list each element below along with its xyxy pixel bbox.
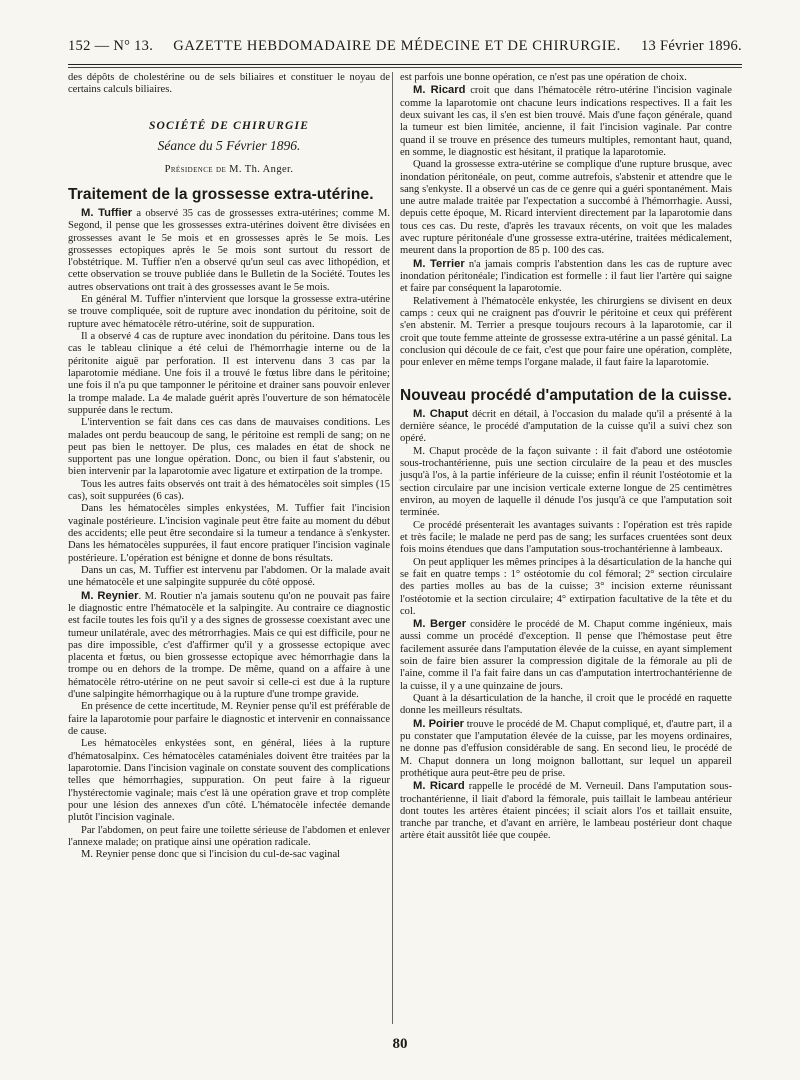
paragraph-reynier — [68, 590, 390, 702]
paragraph-poirier — [400, 718, 732, 781]
paragraph-text: . M. Routier n'a jamais soutenu qu'on ne pouvait pas faire le diagnostic entre l'hématocèle et la salpingite. Au contraire ce diagnostic est facile toutes les fois qu'il y a des signes de grossesse coexistant avec une tumeur unilatérale, avec des métrorrhagies. Mais ce qui est difficile, pour ne pas dire impossible, c'est d'affirmer qu'il y a grossesse ectopique avec placenta et fœtus, ou bien grossesse ectopique avec hémorrhagie dans la trompe ou en dehors de la trompe. De même, quand on a affaire à une hématocèle rétro-utérine on ne peut savoir si celle-ci est due à la rupture d'une salpingite hémorrhagique ou à la rupture d'une trompe gravide. — [68, 590, 390, 701]
speaker-name: M. Ricard — [413, 84, 466, 97]
paragraph: M. Chaput procède de la façon suivante : il fait d'abord une ostéotomie sous-trochantérienne, puis une section circulaire de la peau et des muscles jusqu'à l'os, à la partie inférieure de la cuisse; enfin il réunit l'ostéotomie et la section circulaire par une incision verticale externe longue de 25 centimètres environ, au moyen de laquelle il dénude l'os jusqu'à ce que l'amputation soit terminée. — [400, 445, 732, 519]
column-divider — [392, 72, 393, 1024]
speaker-name: M. Chaput — [413, 407, 469, 420]
issue-date: 13 Février 1896. — [640, 38, 742, 54]
header-rule — [68, 64, 742, 65]
paragraph: On peut appliquer les mêmes principes à la désarticulation de la hanche qui se fait en quatre temps : 1° ostéotomie du col fémoral; 2° section circulaire des parties molles au bas de la cuisse; 3° incision externe réunissant l'ostéotomie et la section circulaire; 4° extirpation facultative de la tête et du col. — [400, 556, 732, 617]
speaker-name: M. Reynier — [81, 589, 139, 602]
paragraph-text: n'a jamais compris l'abstention dans les cas de rupture avec inondation péritonéale; l'indication est formelle : il faut lier l'artère qui saigne et faire par conséquent la laparotomie. — [400, 258, 732, 295]
page-number: 152 — [68, 38, 91, 54]
session-date: Séance du 5 Février 1896. — [157, 137, 301, 153]
paragraph: Ce procédé présenterait les avantages suivants : l'opération est très rapide et très facile; le malade ne perd pas de sang; les surfaces cruentées sont deux fois moins étendues que dans l'amputation sous-trochantérienne à lambeaux. — [400, 519, 732, 556]
paragraph-text: rappelle le procédé de M. Verneuil. Dans l'amputation sous-trochantérienne, il liait d'abord la fémorale, puis taillait le lambeau antérieur dont toutes les artères étaient pincées; il sciait alors l'os et taillait ensuite, tranche par tranche, et d'avant en arrière, le lambeau postérieur dont chaque artère était aussitôt liée que coupée. — [400, 781, 732, 842]
page-number-issue — [68, 38, 153, 55]
right-column — [400, 72, 732, 843]
society-title: SOCIÉTÉ DE CHIRURGIE — [148, 119, 310, 132]
header-rule-thin — [68, 67, 742, 68]
paragraph-terrier — [400, 258, 732, 296]
paragraph: L'intervention se fait dans ces cas dans de mauvaises conditions. Les malades ont perdu beaucoup de sang, le péritoine est rempli de sang; on ne peut pas bien le nettoyer. De plus, ces malades en état de shock ne supportent pas une longue opération. Donc, ou bien il faut s'abstenir, ou bien intervenir par la laparotomie avec ligature et extirpation de la trompe. — [68, 417, 390, 478]
paragraph: Par l'abdomen, on peut faire une toilette sérieuse de l'abdomen et enlever l'annexe malade; on pratique ainsi une opération radicale. — [68, 824, 390, 848]
paragraph-text: a observé 35 cas de grossesses extra-utérines; comme M. Segond, il pense que les grossesses extra-utérines doivent être divisées en grossesses avant le 5e mois et en grossesses après le 5e mois. Les grossesses ectopiques après le 5e mois sont surtout du ressort de l'obstétrique. M. Tuffier n'en a observé qu'un seul cas avec lithopédion, et cette observation se trouve publiée dans le Bulletin de la Société. Toutes les autres observations ont trait à des grossesses avant le 5e mois. — [68, 207, 390, 293]
section-heading-amputation: Nouveau procédé d'amputation de la cuisse. — [400, 386, 732, 404]
paragraph: Relativement à l'hématocèle enkystée, les chirurgiens se divisent en deux camps : ceux qui ne craignent pas d'ouvrir le péritoine et ceux qui préfèrent s'en abstenir. M. Terrier a presque toujours recours à la laparotomie, car il croit que toute femme atteinte de grossesse extra-utérine a un passé génital. La conclusion qui découle de ce fait, c'est que pour faire une opération, complète, pour enlever en même temps l'organe malade, il faut faire la laparotomie. — [400, 295, 732, 369]
speaker-name: M. Ricard — [413, 780, 465, 793]
paragraph: M. Reynier pense donc que si l'incision du cul-de-sac vaginal — [81, 849, 341, 861]
paragraph-ricard — [400, 84, 732, 159]
paragraph: En présence de cette incertitude, M. Reynier pense qu'il est préférable de faire la laparotomie pour parfaire le diagnostic et intervenir en connaissance de cause. — [68, 701, 390, 737]
paragraph: Les hématocèles enkystées sont, en général, liées à la rupture d'hématosalpinx. Ces hématocèles cataméniales doivent être traitées par la laparotomie. Dans l'incision vaginale on constate souvent des complications telles que hémorrhagies, suppuration. On peut faire à la rigueur l'hystérectomie vaginale; mais c'est là une opération grave et trop complète pour une lésion des annexes d'un côté. L'hématocèle infectée demande plutôt l'incision vaginale. — [68, 738, 390, 824]
paragraph-text: croit que dans l'hématocèle rétro-utérine l'incision vaginale comme la laparotomie ont chacune leurs indications respectives. Il a fait les deux suivant les cas, il s'en est bien trouvé. Mais d'une façon générale, quand la tumeur est bien limitée, ancienne, il fait l'incision vaginale. Par contre quand il se trouve en présence des tumeurs multiples, remontant haut, quand, en somme, le diagnostic est hésitant, il pratique la laparotomie. — [400, 85, 732, 158]
running-head — [68, 38, 742, 55]
left-column — [68, 72, 390, 861]
issue-number: — N° 13. — [94, 38, 154, 54]
paragraph: Il a observé 4 cas de rupture avec inondation du péritoine. Dans tous les cas le tableau clinique a été celui de l'hémorrhagie interne ou de la péritonite aiguë par perforation. Il est intervenu dans 3 cas par la laparotomie médiane. Une fois il a trouvé le fœtus libre dans le péritoine; une fois il n'a pu que tamponner le péritoine et drainer sans pouvoir enlever la trompe malade. La 4e malade guérit après l'ouverture de son hématocèle suppurée dans le rectum. — [68, 331, 390, 416]
speaker-name: M. Poirier — [413, 717, 465, 730]
presidence-line — [68, 164, 390, 176]
intro-tail-paragraph: des dépôts de cholestérine ou de sels biliaires et constituer le noyau de certains calculs biliaires. — [68, 72, 390, 96]
paragraph-tuffier — [68, 207, 390, 294]
page-folio: 80 — [392, 1036, 408, 1052]
paragraph: Dans les hématocèles simples enkystées, M. Tuffier fait l'incision vaginale postérieure. L'incision vaginale peut être faite au moment du début des accidents; elle peut être secondaire si la tumeur a tendance à s'enkyster. Dans les hématocèles suppurées, il faut encore pratiquer l'incision vaginale postérieure. L'opération est bénigne et donne de bons résultats. — [68, 503, 390, 564]
paragraph-chaput — [400, 408, 732, 446]
paragraph-text: considère le procédé de M. Chaput comme ingénieux, mais aussi comme un procédé d'exception. Il pense que l'hémostase peut être facilement assurée dans l'amputation élevée de la cuisse, en ayant simplement soin de faire bien assurer la compression digitale de la fémorale au pli de l'aine, comme il l'a fait faire dans un cas d'amputation intertrochantérienne de la cuisse, il y a une quinzaine de jours. — [400, 619, 732, 692]
section-heading-grossesse: Traitement de la grossesse extra-utérine. — [68, 185, 374, 203]
paragraph: En général M. Tuffier n'intervient que lorsque la grossesse extra-utérine se trouve compliquée, soit de rupture avec inondation du péritoine, soit de rupture avec hématocèle rétro-utérine, soit de suppuration. — [68, 294, 390, 330]
speaker-name: M. Tuffier — [81, 206, 133, 219]
paragraph: Dans un cas, M. Tuffier est intervenu par l'abdomen. Or la malade avait une hématocèle et une salpingite suppurée du côté opposé. — [68, 564, 390, 589]
paragraph-berger — [400, 618, 732, 693]
journal-title: GAZETTE HEBDOMADAIRE DE MÉDECINE ET DE CHIRURGIE. — [173, 38, 621, 54]
paragraph-text: décrit en détail, à l'occasion du malade qu'il a présenté à la dernière séance, le procédé d'amputation de la cuisse qu'il a suivi chez son opéré. — [400, 408, 732, 445]
presidence-name: M. Th. Anger. — [229, 164, 294, 176]
paragraph-ricard-verneuil — [400, 780, 732, 843]
speaker-name: M. Terrier — [413, 257, 465, 270]
paragraph: Quant à la désarticulation de la hanche, il croit que le procédé en raquette donne les meilleurs résultats. — [400, 693, 732, 717]
paragraph-continuation: est parfois une bonne opération, ce n'est pas une opération de choix. — [400, 72, 687, 83]
paragraph-text: trouve le procédé de M. Chaput compliqué, et, d'autre part, il a pu constater que l'amputation élevée de la cuisse, par les moyens ordinaires, ne donne pas d'effusion considérable de sang. En second lieu, le procédé de M. Chaput donnera un long moignon ballottant, sur lequel un appareil prothétique aura peut-être peu de prise. — [400, 718, 732, 779]
speaker-name: M. Berger — [413, 618, 467, 631]
paragraph: Tous les autres faits observés ont trait à des hématocèles soit simples (15 cas), soit suppurées (6 cas). — [68, 478, 390, 503]
paragraph: Quand la grossesse extra-utérine se complique d'une rupture brusque, avec inondation péritonéale, on peut, comme autrefois, s'abstenir et attendre que le sang s'enkyste. Il a observé un cas de ce genre qui a guéri spontanément. Mais une autre malade traitée par l'expectation a succombé à l'hémorrhagie. Aussi, depuis cette époque, M. Ricard intervient directement par la laparotomie dans tous ces cas. Du reste, d'après les travaux récents, on voit que les malades avec rupture péritonéale d'une grossesse extra-utérine, traitées médicalement, meurent dans la proportion de 85 p. 100 des cas. — [400, 159, 732, 257]
presidence-prefix: Présidence de — [164, 164, 227, 176]
